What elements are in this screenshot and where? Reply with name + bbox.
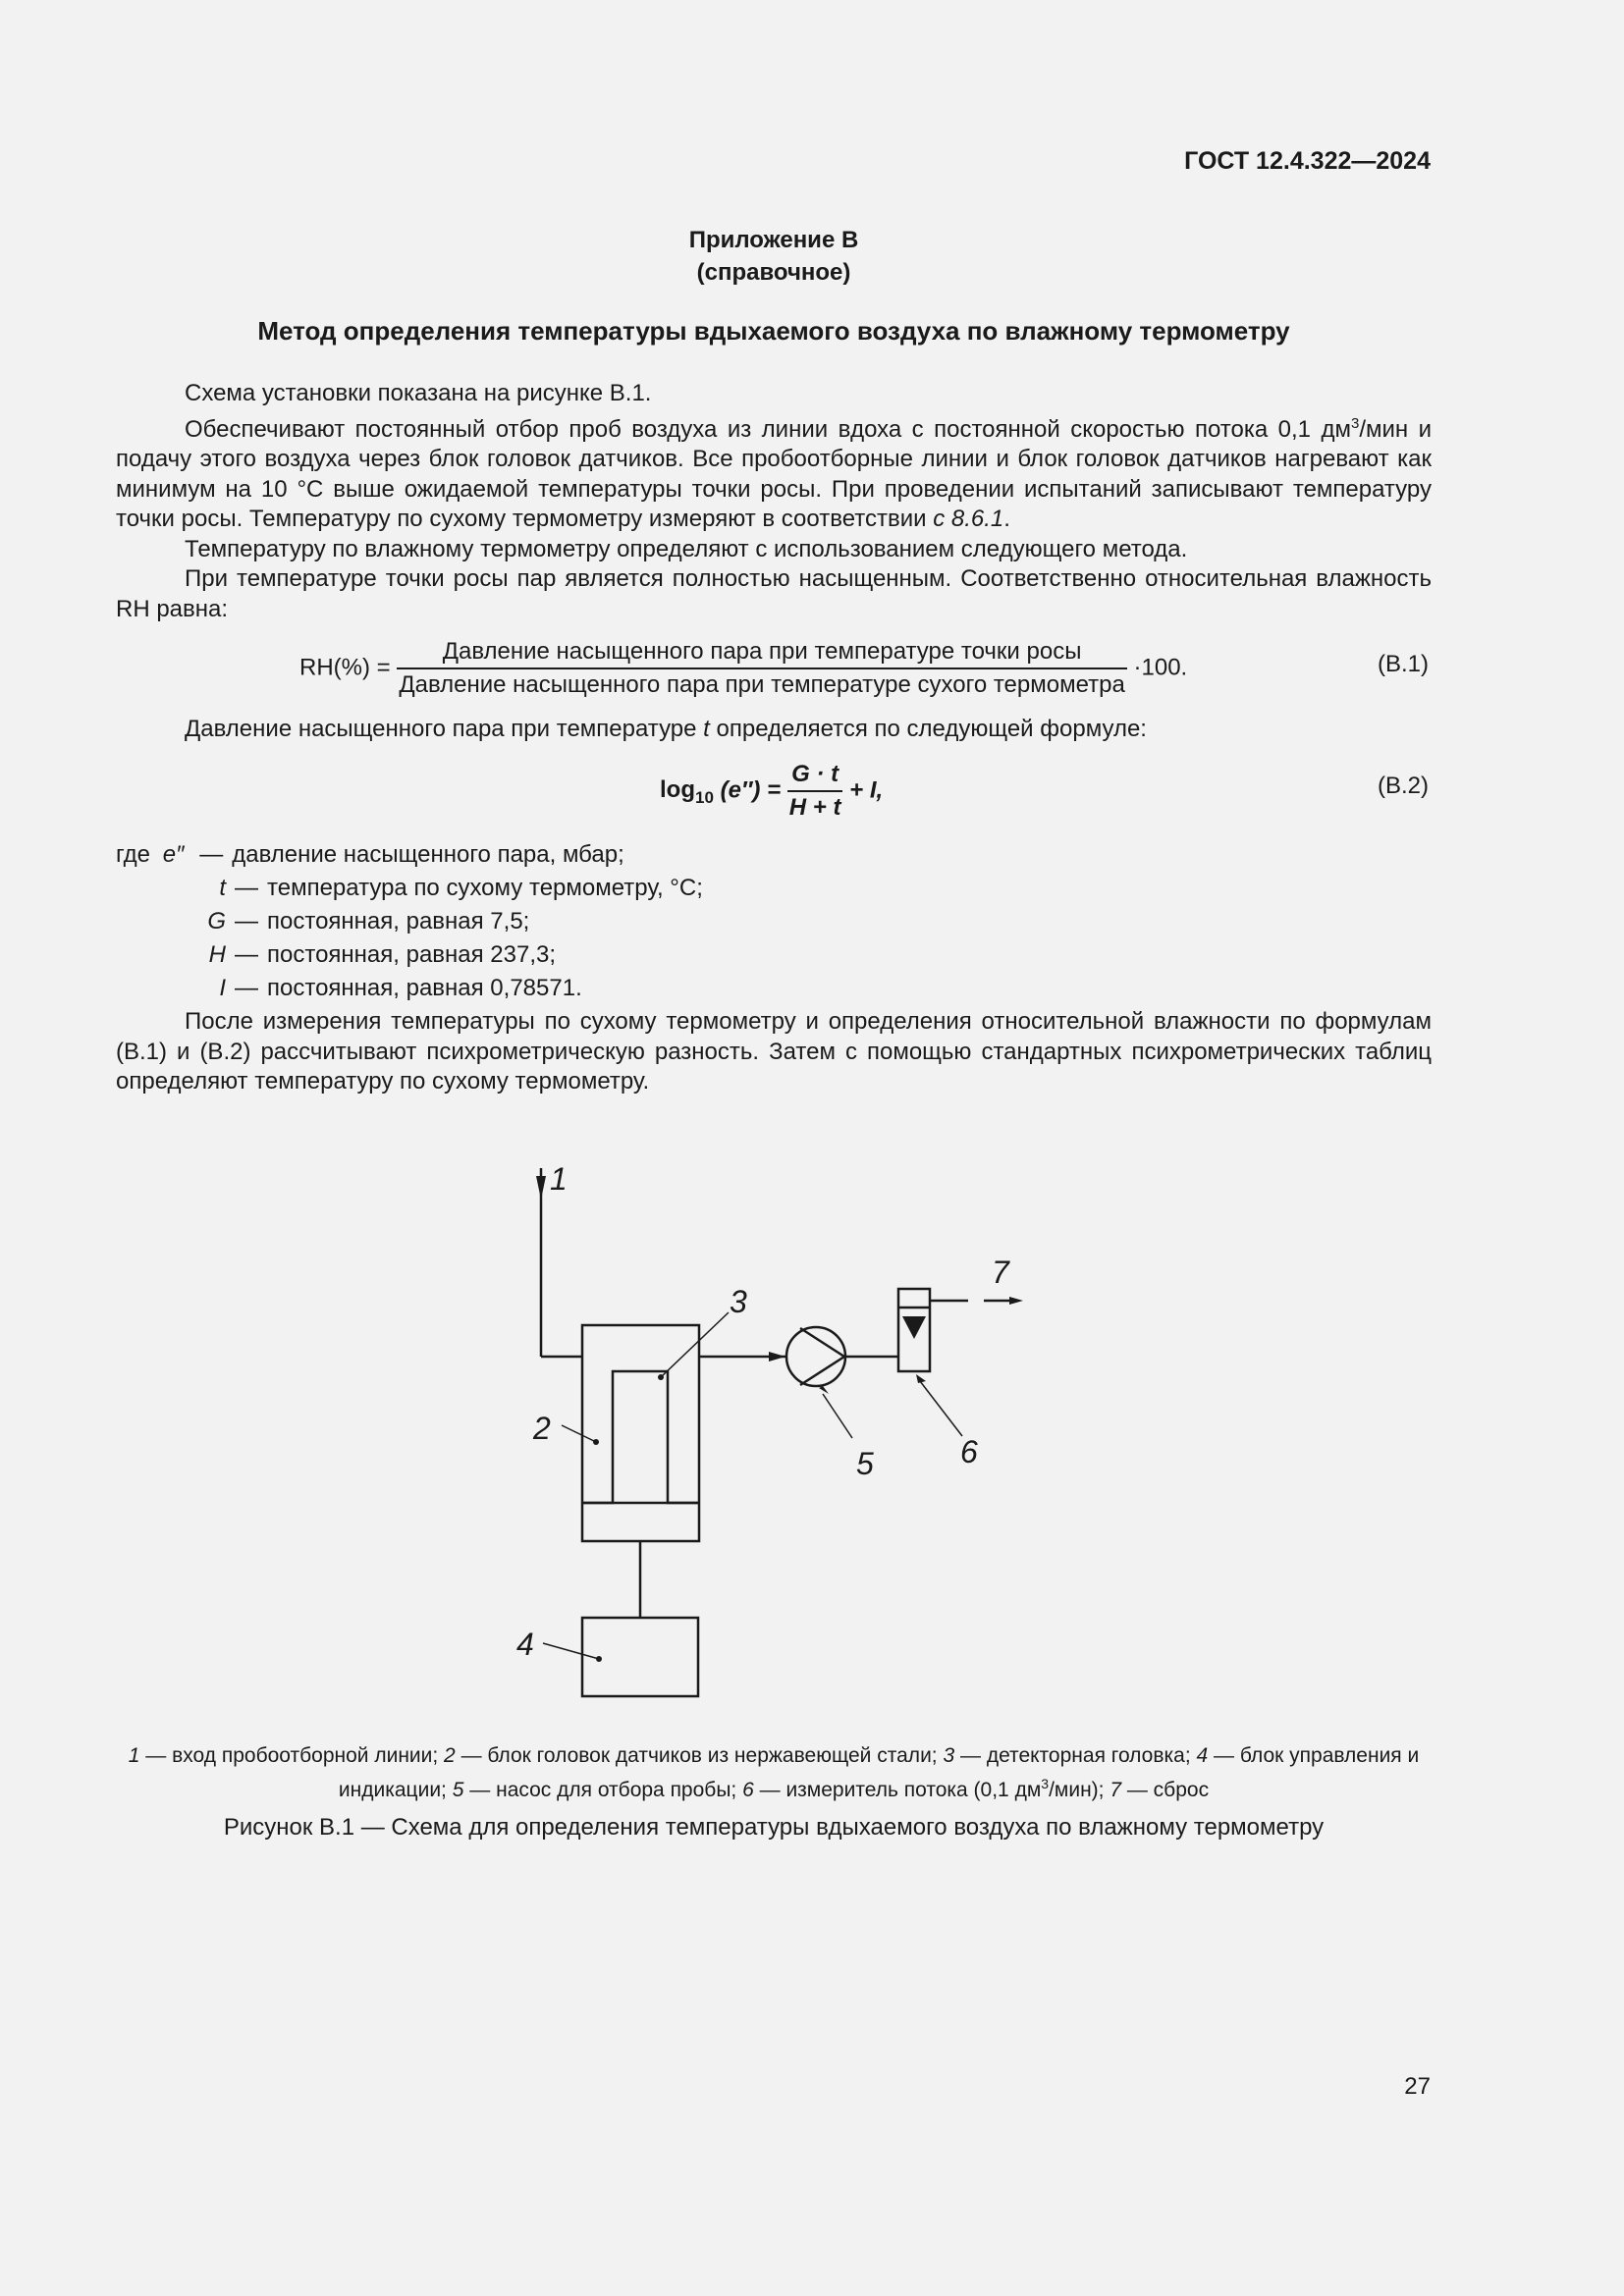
pump-symbol bbox=[786, 1327, 845, 1386]
legend-number: 3 bbox=[943, 1744, 955, 1767]
where-word: где bbox=[116, 841, 151, 868]
formula-b1-numerator: Давление насыщенного пара при температуре точки росы bbox=[397, 638, 1127, 669]
legend-text: — детекторная головка; bbox=[954, 1744, 1197, 1767]
section-heading: Метод определения температуры вдыхаемого воздуха по влажному термометру bbox=[257, 316, 1290, 346]
superscript: 3 bbox=[1041, 1776, 1050, 1791]
document-code: ГОСТ 12.4.322—2024 bbox=[1184, 147, 1431, 175]
definition-dash: — bbox=[235, 975, 258, 1001]
flow-meter-float bbox=[902, 1316, 926, 1339]
figure-title: Рисунок В.1 — Схема для определения температуры вдыхаемого воздуха по влажному термометру bbox=[223, 1814, 1325, 1841]
formula-b2-tail: + I, bbox=[849, 776, 884, 804]
leader-arrowhead bbox=[916, 1374, 926, 1383]
leader-3 bbox=[661, 1312, 729, 1377]
paragraph-6: После измерения температуры по сухому термометру и определения относительной влажности по формулам (В.1) и (В.2) рассчитывают психрометрическую разность. Затем с помощью стандартных психрометрических таблиц определяют температуру по сухому термометру. bbox=[116, 1008, 1432, 1095]
definition-text: температура по сухому термометру, °С; bbox=[267, 875, 703, 901]
legend-text: — сброс bbox=[1121, 1779, 1210, 1801]
exhaust-arrow-head bbox=[1009, 1297, 1023, 1305]
log-base: 10 bbox=[695, 788, 714, 808]
definition-symbol: e″ bbox=[162, 841, 185, 868]
callout-3: 3 bbox=[730, 1284, 747, 1319]
inlet-arrow bbox=[536, 1176, 546, 1200]
legend-number: 7 bbox=[1110, 1779, 1122, 1801]
paragraph-5-part: определяется по следующей формуле: bbox=[709, 716, 1147, 742]
legend-number: 2 bbox=[444, 1744, 456, 1767]
legend-text: /мин); bbox=[1049, 1779, 1110, 1801]
log-text: log bbox=[660, 776, 695, 804]
paragraph-4: При температуре точки росы пар является полностью насыщенным. Соответственно относительная влажность RH равна: bbox=[116, 565, 1432, 622]
definition-dash: — bbox=[235, 875, 258, 901]
variable-t: t bbox=[703, 716, 710, 742]
pump-symbol bbox=[800, 1357, 844, 1385]
legend-number: 6 bbox=[742, 1779, 754, 1801]
legend-text: — блок головок датчиков из нержавеющей стали; bbox=[455, 1744, 944, 1767]
paragraph-3: Температуру по влажному термометру определяют с использованием следующего метода. bbox=[185, 535, 1188, 562]
legend-text: — насос для отбора пробы; bbox=[463, 1779, 743, 1801]
legend-number: 1 bbox=[128, 1744, 140, 1767]
legend-text: — блок управления и индикации; bbox=[338, 1744, 1420, 1801]
formula-b2-numerator: G · t bbox=[787, 761, 843, 792]
definition-symbol: H bbox=[208, 941, 226, 968]
definition-text: постоянная, равная 237,3; bbox=[267, 941, 557, 968]
page-number: 27 bbox=[1404, 2073, 1431, 2100]
annex-title: Приложение В bbox=[688, 227, 859, 253]
equation-number-b1: (В.1) bbox=[1378, 651, 1430, 677]
callout-1: 1 bbox=[550, 1161, 568, 1197]
pump-symbol bbox=[800, 1328, 844, 1357]
formula-b1-lhs: RH(%) = bbox=[299, 654, 391, 681]
paragraph-1: Схема установки показана на рисунке В.1. bbox=[185, 380, 652, 406]
formula-b1-tail: ·100. bbox=[1133, 654, 1188, 681]
definition-text: постоянная, равная 0,78571. bbox=[267, 975, 582, 1001]
definition-symbol: G bbox=[207, 908, 226, 934]
pump-arrow bbox=[769, 1352, 785, 1362]
superscript: 3 bbox=[1350, 414, 1360, 432]
definition-dash: — bbox=[235, 941, 258, 968]
paragraph-2-part: /мин и подачу этого воздуха через блок головок датчиков. Все пробоотборные линии и блок головок датчиков нагревают как минимум на 10 °С выше ожидаемой температуры точки росы. При проведении испытаний записывают температуру точки росы. Температуру по сухому термометру измеряют в соответствии bbox=[116, 415, 1433, 532]
leader-6 bbox=[920, 1381, 962, 1436]
formula-b2-denominator: H + t bbox=[788, 794, 841, 821]
paragraph-2-part: Обеспечивают постоянный отбор проб воздуха из линии вдоха с постоянной скоростью потока 0,1 дм bbox=[185, 415, 1351, 443]
definition-text: постоянная, равная 7,5; bbox=[267, 908, 530, 934]
leader-5 bbox=[823, 1394, 852, 1438]
clause-reference: с 8.6.1 bbox=[933, 506, 1004, 532]
definition-dash: — bbox=[235, 908, 258, 934]
equation-number-b2: (В.2) bbox=[1378, 773, 1430, 799]
definition-dash: — bbox=[199, 841, 224, 868]
paragraph-5-part: Давление насыщенного пара при температуре bbox=[185, 716, 704, 742]
callout-4: 4 bbox=[516, 1627, 534, 1662]
callout-6: 6 bbox=[960, 1434, 978, 1469]
legend-text: — измеритель потока (0,1 дм bbox=[753, 1779, 1042, 1801]
leader-dot bbox=[593, 1439, 599, 1445]
leader-arrowhead bbox=[819, 1386, 829, 1394]
definition-symbol: I bbox=[219, 975, 226, 1001]
callout-5: 5 bbox=[856, 1446, 874, 1481]
definition-text: давление насыщенного пара, мбар; bbox=[232, 841, 624, 868]
definition-symbol: t bbox=[219, 875, 226, 901]
callout-2: 2 bbox=[533, 1411, 551, 1446]
legend-number: 5 bbox=[452, 1779, 464, 1801]
paragraph-2-part: . bbox=[1003, 506, 1010, 532]
callout-7: 7 bbox=[992, 1255, 1009, 1290]
figure-legend bbox=[116, 1742, 1432, 1804]
detector-head bbox=[582, 1371, 699, 1503]
legend-number: 4 bbox=[1196, 1744, 1209, 1767]
leader-dot bbox=[596, 1656, 602, 1662]
formula-b2-arg: (e″) = bbox=[720, 776, 782, 804]
annex-subtitle: (справочное) bbox=[696, 259, 851, 286]
leader-2 bbox=[562, 1425, 596, 1442]
legend-text: — вход пробоотборной линии; bbox=[139, 1744, 445, 1767]
leader-dot bbox=[658, 1374, 664, 1380]
formula-b1-denominator: Давление насыщенного пара при температуре сухого термометра bbox=[399, 671, 1125, 698]
leader-4 bbox=[543, 1643, 599, 1659]
